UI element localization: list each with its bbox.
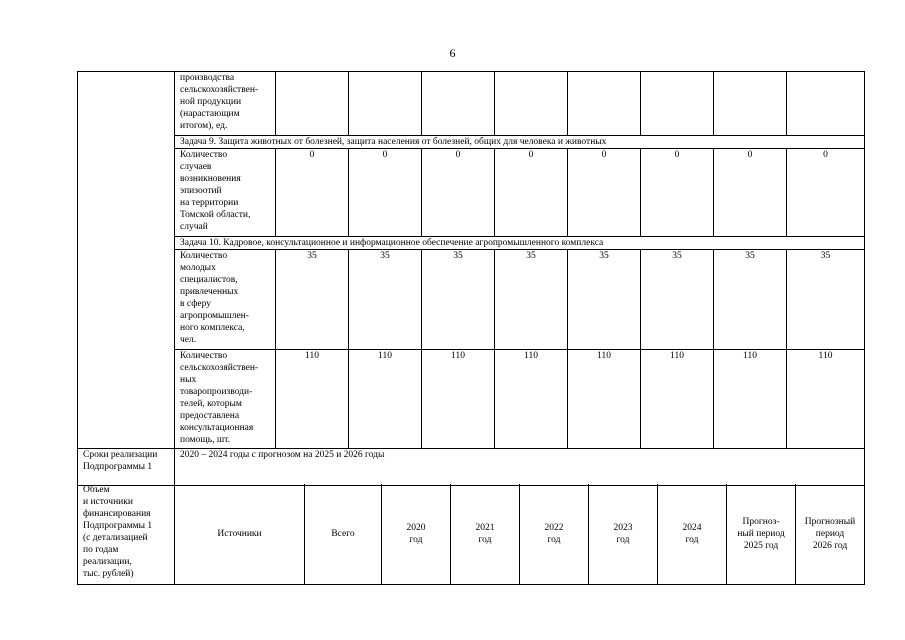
- value-cell: 0: [714, 149, 787, 237]
- indicators-table: [77, 71, 865, 486]
- value-cell: 35: [568, 250, 641, 350]
- value-cell: 110: [568, 350, 641, 449]
- value-cell: 110: [495, 350, 568, 449]
- header-forecast-2026: Прогнозный период 2026 год: [796, 484, 865, 584]
- terms-label: Сроки реализации Подпрограммы 1: [78, 449, 175, 486]
- table-row: [78, 72, 865, 136]
- table-row: [78, 250, 865, 350]
- value-cell: 110: [422, 350, 495, 449]
- terms-value: 2020 – 2024 годы с прогнозом на 2025 и 2026 годы: [175, 449, 865, 486]
- financing-label: Объем и источники финансирования Подпрограммы 1 (с детализацией по годам реализации, тыс. рублей): [78, 484, 175, 584]
- value-cell: 0: [276, 149, 349, 237]
- value-cell: 110: [276, 350, 349, 449]
- value-cell: 110: [787, 350, 865, 449]
- terms-row: [78, 449, 865, 486]
- header-2024: 2024 год: [658, 484, 727, 584]
- empty-label-cell: [78, 72, 175, 449]
- value-cell: 0: [568, 149, 641, 237]
- task-9-title: Задача 9. Защита животных от болезней, защита населения от болезней, общих для человека и животных: [175, 136, 865, 149]
- financing-row: [78, 484, 865, 584]
- task-10-title: Задача 10. Кадровое, консультационное и информационное обеспечение агропромышленного комплекса: [175, 237, 865, 250]
- header-sources: Источники: [175, 484, 305, 584]
- value-cell: 35: [641, 250, 714, 350]
- indicator-cell: Количество молодых специалистов, привлеченных в сферу агропромышлен- ного комплекса, чел.: [175, 250, 276, 350]
- value-cell: 0: [641, 149, 714, 237]
- task-row: [78, 237, 865, 250]
- page-number: 6: [449, 46, 456, 60]
- header-forecast-2025: Прогноз- ный период 2025 год: [727, 484, 796, 584]
- value-cell: 35: [714, 250, 787, 350]
- task-row: [78, 136, 865, 149]
- value-cell: 35: [495, 250, 568, 350]
- header-2022: 2022 год: [520, 484, 589, 584]
- value-cell: 35: [349, 250, 422, 350]
- value-cell: 0: [349, 149, 422, 237]
- value-cell: 35: [787, 250, 865, 350]
- indicator-cell: Количество случаев возникновения эпизоотий на территории Томской области, случай: [175, 149, 276, 237]
- table-row: [78, 350, 865, 449]
- header-2021: 2021 год: [451, 484, 520, 584]
- value-cell: 0: [422, 149, 495, 237]
- table-row: [78, 149, 865, 237]
- value-cell: 35: [276, 250, 349, 350]
- financing-table: [77, 484, 865, 585]
- value-cell: 110: [714, 350, 787, 449]
- header-total: Всего: [305, 484, 382, 584]
- value-cell: 0: [787, 149, 865, 237]
- value-cell: 35: [422, 250, 495, 350]
- value-cell: 110: [641, 350, 714, 449]
- value-cell: 0: [495, 149, 568, 237]
- header-2023: 2023 год: [589, 484, 658, 584]
- indicator-cell: Количество сельскохозяйствен- ных товаропроизводи- телей, которым предоставлена консультационная помощь, шт.: [175, 350, 276, 449]
- indicator-cell: производства сельскохозяйствен- ной продукции (нарастающим итогом), ед.: [175, 72, 276, 136]
- header-2020: 2020 год: [382, 484, 451, 584]
- value-cell: 110: [349, 350, 422, 449]
